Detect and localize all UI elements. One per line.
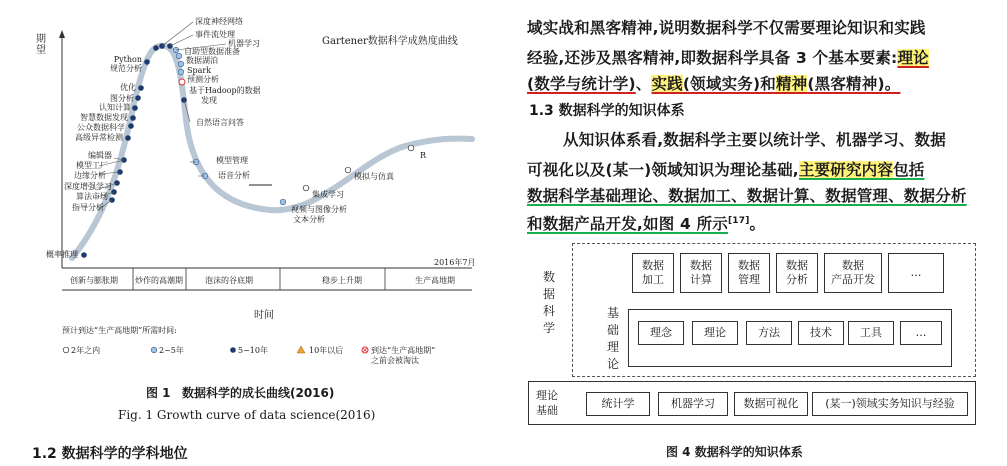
figure-1-caption-en: Fig. 1 Growth curve of data science(2016) [118,408,376,422]
tech-label: 指导分析 [72,203,104,212]
box-technology: 技术 [798,321,844,345]
legend [62,344,482,368]
box-method: 方法 [746,321,792,345]
box-theory: 理论 [692,321,738,345]
tech-label: Python [113,55,142,64]
tech-label: 事件流处理 [195,30,235,39]
tech-label: 语音分析 [218,171,250,180]
box-concept: 理念 [638,321,684,345]
phase-label: 生产高地期 [415,276,455,285]
tech-label: 智慧数据发现 [80,113,128,122]
tech-label: 模型工厂 [76,161,108,170]
phase-label: 创新与膨胀期 [70,276,118,285]
tech-label: 算法市场 [76,192,108,201]
x-axis-label: 时间 [254,310,274,321]
tech-label: R [420,151,427,160]
figure-1-caption-cn: 图 1 数据科学的成长曲线(2016) [146,386,335,400]
data-science-label: 数 据 科 学 [542,270,555,335]
y-axis-arrow [59,30,65,38]
phase-label: 炒作的高潮期 [135,276,183,285]
text-line: 数据科学基础理论、数据加工、数据计算、数据管理、数据分析 [527,187,967,205]
box-data-processing: 数据 加工 [632,253,674,293]
phase-label: 泡沫的谷底期 [205,276,253,285]
chart-title: Gartener数据科学成熟度曲线 [322,36,458,47]
y-axis-label: 期望 [36,34,46,56]
text-line: (数学与统计学)、实践(领域实务)和精神(黑客精神)。 [527,75,901,93]
tech-label: 深度神经网络 [195,17,243,26]
basic-theory-label: 基 础 理 论 [606,306,619,371]
tech-label: 高级异常检测 [75,133,123,142]
tech-label: 公众数据科学 [77,123,125,132]
section-heading-1-3: 1.3 数据科学的知识体系 [529,103,685,119]
text-line: 经验,还涉及黑客精神,即数据科学具备 3 个基本要素:理论 [527,49,929,67]
tech-label: 模拟与仿真 [354,172,394,181]
box-data-product: 数据 产品开发 [824,253,882,293]
box-data-analysis: 数据 分析 [776,253,818,293]
legend-item: 2年之内 [71,346,101,355]
text-line: 从知识体系看,数据科学主要以统计学、机器学习、数据 [563,131,946,149]
text-line: 可视化以及(某一)领域知识为理论基础,主要研究内容包括 [527,161,925,179]
legend-item: 到达“生产高地期” [371,346,436,355]
tech-label: 优化 [120,83,136,92]
tech-label: 深度增强学习 [64,182,112,191]
legend-item: 2~5年 [159,346,184,355]
tech-label: 预测分析 [187,75,219,84]
box-tools: 工具 [848,321,894,345]
legend-title: 预计到达“生产高地期”所需时间: [62,326,177,335]
legend-item: 10年以后 [309,346,344,355]
section-heading-1-2: 1.2 数据科学的学科地位 [32,446,188,462]
hype-curve [72,46,472,258]
box-data-management: 数据 管理 [728,253,770,293]
tech-label: 规范分析 [110,64,142,73]
tech-label: Spark [187,66,212,75]
box-data-visualization: 数据可视化 [734,392,808,416]
tech-label: 集成学习 [312,190,344,199]
legend-item: 5~10年 [238,346,268,355]
tech-label: 边缘分析 [74,171,106,180]
box-ellipsis: … [888,253,944,293]
tech-label: 数据湖泊 [186,56,218,65]
box-data-computing: 数据 计算 [680,253,722,293]
tech-label: 图分析 [110,94,134,103]
tech-label: 视频与图像分析 [291,205,347,214]
tech-label: 文本分析 [293,215,325,224]
box-ellipsis: … [900,321,942,345]
tech-label: 基于Hadoop的数据 [189,86,261,95]
tech-label: 概率推理 [46,250,78,259]
figure-4-caption: 图 4 数据科学的知识体系 [666,445,803,459]
tech-label: 自助型数据准备 [184,47,240,56]
year-tag: 2016年7月 [434,258,476,267]
figure-1-growth-curve [0,0,500,466]
box-machine-learning: 机器学习 [658,392,728,416]
box-statistics: 统计学 [586,392,650,416]
legend-item: 之前会被淘汰 [371,356,419,365]
theory-basis-label: 理论 基础 [536,389,558,417]
box-domain-knowledge: (某一)领域实务知识与经验 [812,392,968,416]
text-line: 和数据产品开发,如图 4 所示[17]。 [527,215,766,233]
phase-label: 稳步上升期 [322,276,362,285]
text-line: 域实战和黑客精神,说明数据科学不仅需要理论知识和实践 [527,19,926,37]
tech-label: 认知计算 [99,103,131,112]
tech-label: 模型管理 [216,156,248,165]
tech-label: 发现 [201,96,217,105]
tech-label: 自然语言问答 [196,118,244,127]
tech-label: 编辑器 [88,151,112,160]
figure-4-knowledge-system [528,243,976,431]
tech-label: 机器学习 [228,39,260,48]
